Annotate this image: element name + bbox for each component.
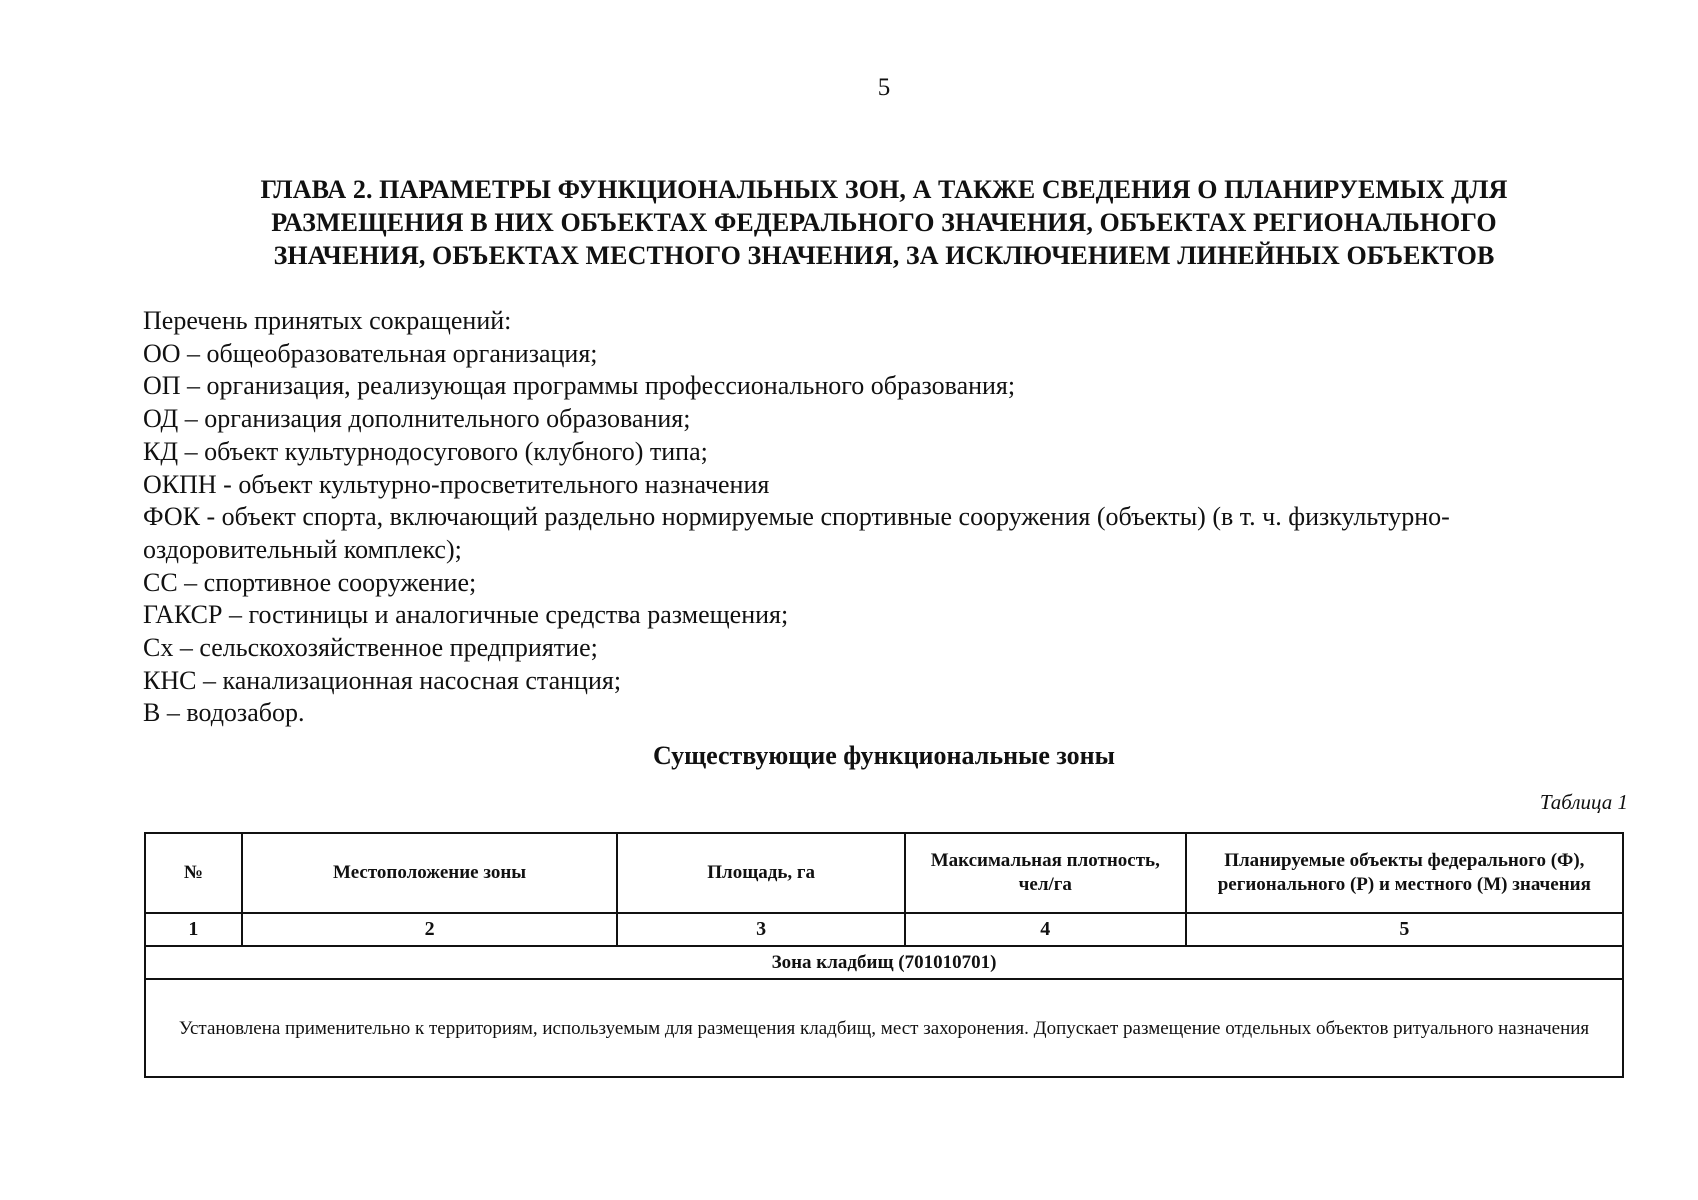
- header-location: Местоположение зоны: [242, 833, 618, 913]
- table-caption: Таблица 1: [1539, 790, 1628, 814]
- zone-title: Зона кладбищ (701010701): [145, 946, 1623, 979]
- chapter-title-line: РАЗМЕЩЕНИЯ В НИХ ОБЪЕКТАХ ФЕДЕРАЛЬНОГО ЗНАЧЕНИЯ, ОБЪЕКТАХ РЕГИОНАЛЬНОГО: [271, 208, 1497, 237]
- chapter-title: [140, 173, 1628, 272]
- abbreviation-item: КНС – канализационная насосная станция;: [143, 665, 622, 695]
- header-area: Площадь, га: [617, 833, 905, 913]
- header-number: №: [145, 833, 242, 913]
- abbreviation-item: ОД – организация дополнительного образования;: [143, 404, 691, 434]
- abbreviations-list: [143, 305, 1643, 730]
- zone-description-row: [145, 979, 1623, 1077]
- abbreviations-heading: Перечень принятых сокращений:: [143, 306, 512, 335]
- column-numbers-row: [145, 913, 1623, 946]
- table-header-row: [145, 833, 1623, 913]
- abbreviation-item: ФОК - объект спорта, включающий раздельно нормируемые спортивные сооружения (объекты) (в т. ч. физкультурно-: [143, 502, 1450, 532]
- abbreviation-item: Сх – сельскохозяйственное предприятие;: [143, 633, 598, 663]
- zones-table: [144, 832, 1624, 1078]
- zone-description: Установлена применительно к территориям, используемым для размещения кладбищ, мест захоронения. Допускает размещение отдельных объектов ритуального назначения: [145, 979, 1623, 1077]
- column-number: 1: [145, 913, 242, 946]
- abbreviation-item: В – водозабор.: [143, 698, 305, 728]
- page-number: 5: [877, 74, 891, 101]
- chapter-title-line: ЗНАЧЕНИЯ, ОБЪЕКТАХ МЕСТНОГО ЗНАЧЕНИЯ, ЗА ИСКЛЮЧЕНИЕМ ЛИНЕЙНЫХ ОБЪЕКТОВ: [273, 241, 1495, 270]
- abbreviation-item: ОП – организация, реализующая программы профессионального образования;: [143, 371, 1016, 401]
- abbreviation-item: ОКПН - объект культурно-просветительного назначения: [143, 469, 770, 499]
- zone-title-row: [145, 946, 1623, 979]
- column-number: 4: [905, 913, 1186, 946]
- column-number: 2: [242, 913, 618, 946]
- abbreviation-item-continuation: оздоровительный комплекс);: [143, 534, 462, 564]
- column-number: 5: [1186, 913, 1623, 946]
- section-title: Существующие функциональные зоны: [653, 741, 1115, 770]
- column-number: 3: [617, 913, 905, 946]
- header-planned-objects: Планируемые объекты федерального (Ф), регионального (Р) и местного (М) значения: [1186, 833, 1623, 913]
- chapter-title-line: ГЛАВА 2. ПАРАМЕТРЫ ФУНКЦИОНАЛЬНЫХ ЗОН, А ТАКЖЕ СВЕДЕНИЯ О ПЛАНИРУЕМЫХ ДЛЯ: [260, 175, 1508, 204]
- abbreviation-item: КД – объект культурнодосугового (клубного) типа;: [143, 436, 708, 466]
- abbreviation-item: СС – спортивное сооружение;: [143, 567, 477, 597]
- abbreviation-item: ОО – общеобразовательная организация;: [143, 338, 598, 368]
- header-density: Максимальная плотность, чел/га: [905, 833, 1186, 913]
- abbreviation-item: ГАКСР – гостиницы и аналогичные средства размещения;: [143, 600, 789, 630]
